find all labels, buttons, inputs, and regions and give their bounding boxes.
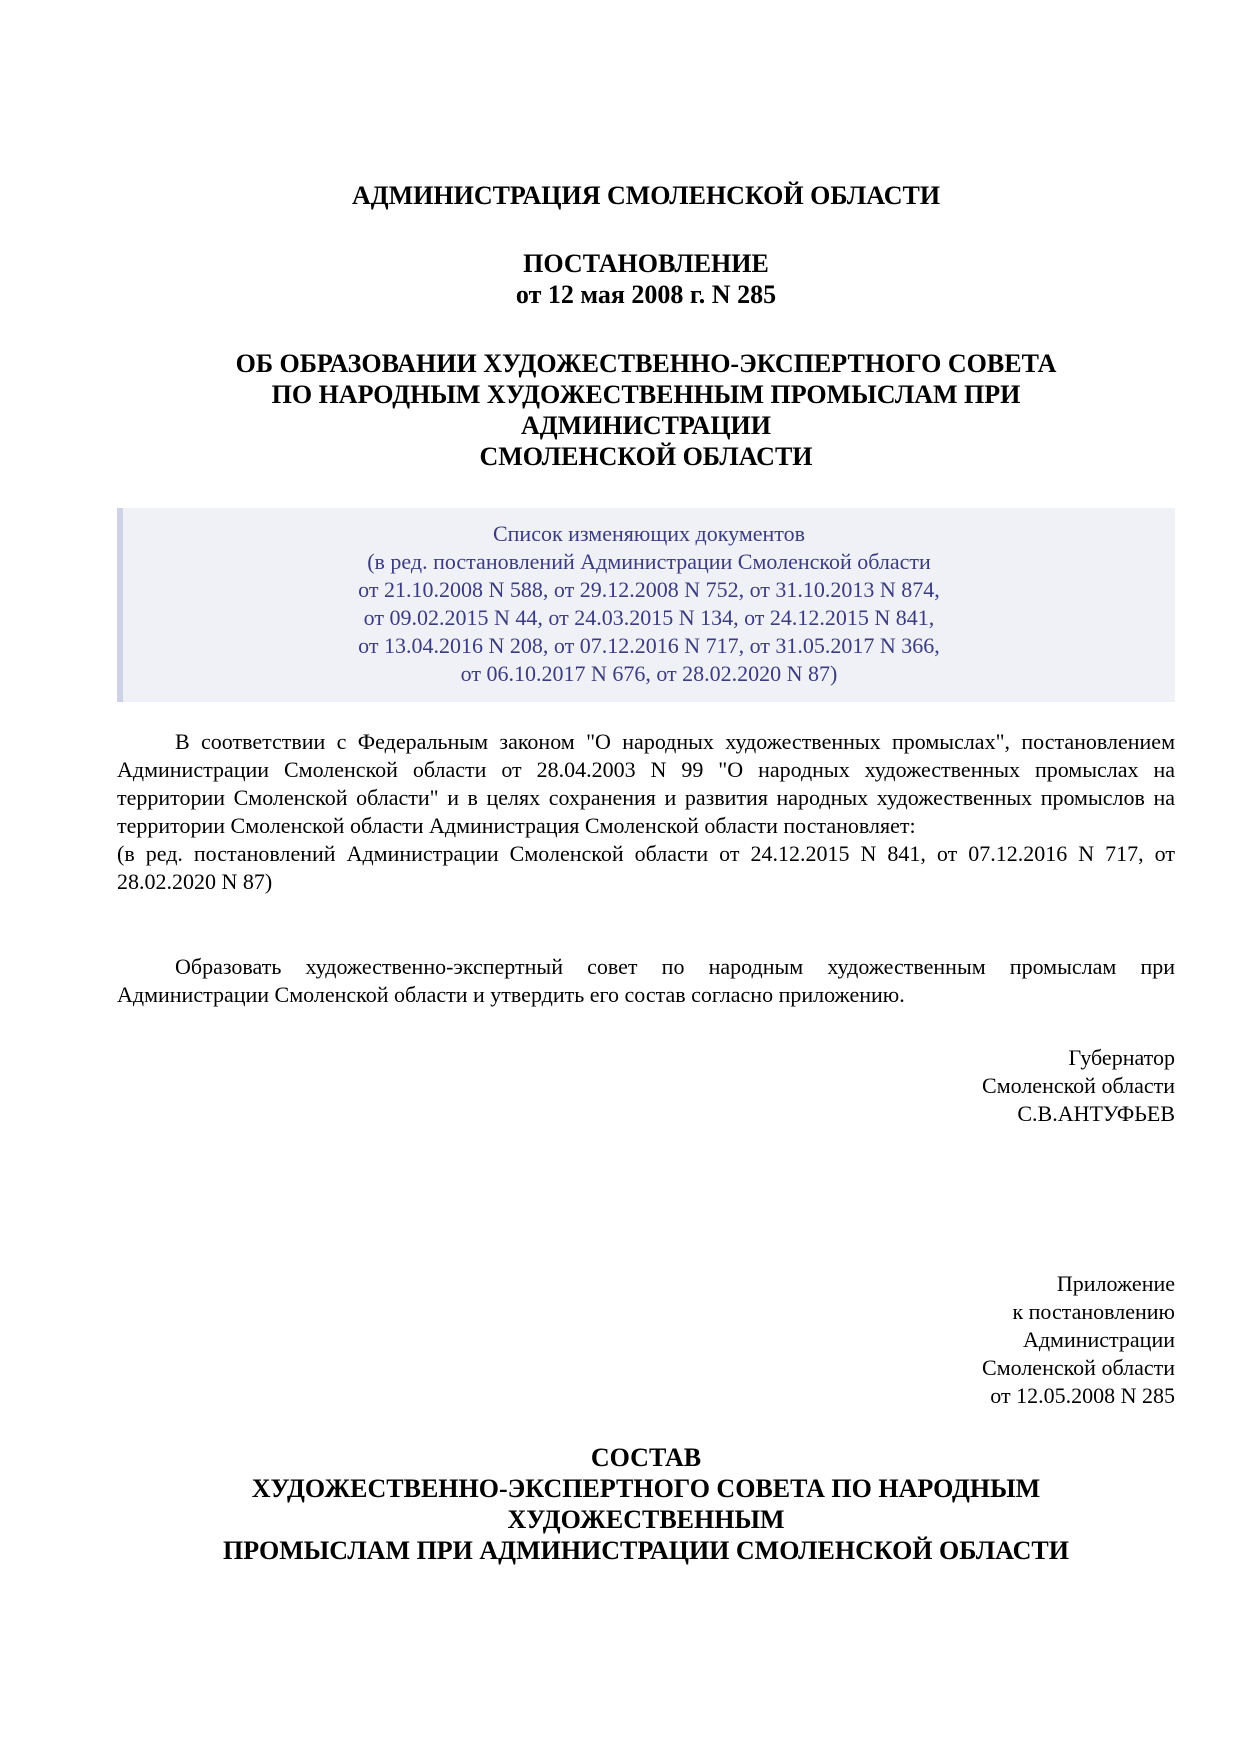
amending-documents-line: от 13.04.2016 N 208, от 07.12.2016 N 717, от 31.05.2017 N 366, bbox=[358, 633, 940, 658]
amending-documents-box bbox=[117, 508, 1175, 702]
appendix-line: к постановлению bbox=[1012, 1299, 1175, 1324]
title-line: ОБ ОБРАЗОВАНИИ ХУДОЖЕСТВЕННО-ЭКСПЕРТНОГО СОВЕТА bbox=[235, 349, 1057, 378]
amending-documents-line: (в ред. постановлений Администрации Смоленской области bbox=[367, 549, 931, 574]
title-line: ПО НАРОДНЫМ ХУДОЖЕСТВЕННЫМ ПРОМЫСЛАМ ПРИ bbox=[271, 380, 1021, 409]
doc-date-number: от 12 мая 2008 г. N 285 bbox=[515, 280, 777, 309]
document-title bbox=[117, 348, 1175, 472]
composition-line: СОСТАВ bbox=[590, 1443, 702, 1472]
composition-line: ХУДОЖЕСТВЕННО-ЭКСПЕРТНОГО СОВЕТА ПО НАРОДНЫМ bbox=[251, 1474, 1041, 1503]
decree-heading bbox=[117, 248, 1175, 310]
signatory-name: С.В.АНТУФЬЕВ bbox=[1017, 1101, 1175, 1126]
doc-type: ПОСТАНОВЛЕНИЕ bbox=[523, 249, 769, 278]
preamble-section bbox=[117, 728, 1175, 896]
appendix-line: Смоленской области bbox=[982, 1355, 1175, 1380]
preamble-revision-note: (в ред. постановлений Администрации Смоленской области от 24.12.2015 N 841, от 07.12.2016 N 717, от 28.02.2020 N 87) bbox=[117, 841, 1175, 894]
signatory-position: Губернатор bbox=[1068, 1045, 1175, 1070]
appendix-reference bbox=[117, 1270, 1175, 1410]
composition-heading bbox=[117, 1442, 1175, 1566]
appendix-line: Приложение bbox=[1056, 1271, 1175, 1296]
resolution-paragraph: Образовать художественно-экспертный совет по народным художественным промыслам при Администрации Смоленской области и утвердить его состав согласно приложению. bbox=[117, 954, 1175, 1007]
amending-documents-line: от 06.10.2017 N 676, от 28.02.2020 N 87) bbox=[460, 661, 838, 686]
amending-documents-line: от 21.10.2008 N 588, от 29.12.2008 N 752, от 31.10.2013 N 874, bbox=[358, 577, 940, 602]
preamble-paragraph: В соответствии с Федеральным законом "О народных художественных промыслах", постановлением Администрации Смоленской области от 28.04.2003 N 99 "О народных художественных промыслах на территории Смоленской области" и в целях сохранения и развития народных художественных промыслов на территории Смоленской области Администрация Смоленской области постановляет: bbox=[117, 729, 1175, 838]
appendix-line: Администрации bbox=[1022, 1327, 1175, 1352]
composition-line: ХУДОЖЕСТВЕННЫМ bbox=[507, 1505, 785, 1534]
amending-documents-line: от 09.02.2015 N 44, от 24.03.2015 N 134, от 24.12.2015 N 841, bbox=[363, 605, 935, 630]
composition-line: ПРОМЫСЛАМ ПРИ АДМИНИСТРАЦИИ СМОЛЕНСКОЙ ОБЛАСТИ bbox=[223, 1536, 1069, 1565]
amending-documents-heading: Список изменяющих документов bbox=[492, 521, 805, 546]
administration-heading: АДМИНИСТРАЦИЯ СМОЛЕНСКОЙ ОБЛАСТИ bbox=[351, 181, 941, 210]
signature-block bbox=[117, 1044, 1175, 1128]
signatory-region: Смоленской области bbox=[982, 1073, 1175, 1098]
title-line: СМОЛЕНСКОЙ ОБЛАСТИ bbox=[479, 442, 813, 471]
title-line: АДМИНИСТРАЦИИ bbox=[521, 411, 771, 440]
appendix-line: от 12.05.2008 N 285 bbox=[990, 1383, 1175, 1408]
